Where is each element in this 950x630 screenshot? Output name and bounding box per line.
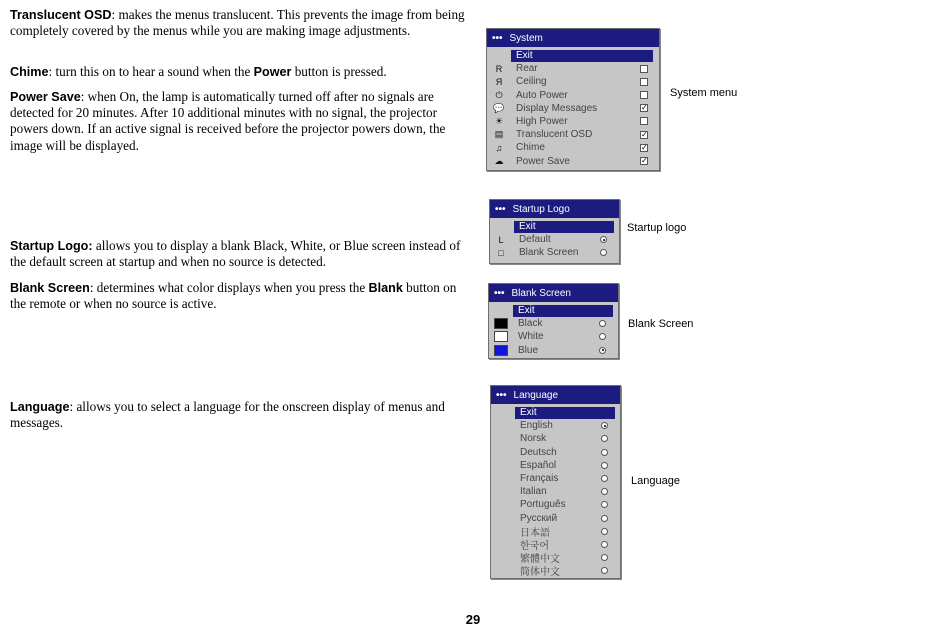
- menu-item-label: 简体中文: [520, 567, 560, 579]
- menu-item[interactable]: [487, 141, 659, 154]
- startup-logo-paragraph: [10, 238, 465, 270]
- blank-screen-menu-title-bar: [489, 284, 618, 302]
- menu-item-label: Exit: [518, 305, 535, 317]
- startup-logo-menu-title-bar: [490, 200, 619, 218]
- radio-button[interactable]: [601, 449, 608, 456]
- checkbox[interactable]: ✓: [641, 103, 648, 113]
- menu-item-label: Exit: [520, 407, 537, 419]
- menu-item[interactable]: [487, 115, 659, 128]
- menu-item[interactable]: [489, 330, 618, 343]
- radio-button[interactable]: [600, 249, 607, 256]
- menu-item-label: Русский: [520, 512, 558, 524]
- menu-item[interactable]: [487, 89, 659, 102]
- menu-item-label: White: [518, 331, 544, 343]
- system-menu: [486, 28, 660, 171]
- power-save-description: : when On, the lamp is automatically turned off after no signals are detected for 20 minutes. After 10 additional minutes with no signal, the projector powers down. If an active signal is received before the projector powers down, the image will be displayed.: [10, 89, 446, 153]
- exit-menu-item[interactable]: [490, 220, 619, 233]
- menu-item[interactable]: [487, 102, 659, 115]
- menu-dots-icon: •••: [492, 32, 503, 44]
- menu-item[interactable]: [490, 233, 619, 246]
- menu-item-label: Blue: [518, 344, 539, 356]
- music-note-icon: ♫: [495, 142, 503, 153]
- language-menu-title: Language: [513, 389, 559, 401]
- menu-item[interactable]: [487, 75, 659, 88]
- auto-power-icon: ⏻: [495, 89, 503, 100]
- system-menu-caption: System menu: [670, 87, 738, 99]
- system-menu-title: System: [509, 32, 543, 44]
- menu-item-label: Italian: [520, 486, 547, 498]
- translucent-osd-paragraph: [10, 7, 465, 39]
- menu-item-label: High Power: [516, 116, 568, 128]
- radio-button[interactable]: [601, 422, 608, 429]
- menu-item-label: Display Messages: [516, 102, 598, 114]
- color-swatch-white: [494, 331, 508, 342]
- term-power-save: Power Save: [10, 90, 81, 104]
- checkbox[interactable]: [640, 117, 648, 125]
- menu-item-label: Black: [518, 318, 543, 330]
- menu-item-label: Español: [520, 459, 557, 471]
- startup-logo-caption: Startup logo: [627, 222, 687, 234]
- blank-screen-caption: Blank Screen: [628, 318, 694, 330]
- menu-item[interactable]: [490, 246, 619, 259]
- system-menu-title-bar: [487, 29, 659, 47]
- term-chime: Chime: [10, 65, 49, 79]
- blank-screen-paragraph: [10, 280, 465, 312]
- menu-item-label: Português: [520, 499, 566, 511]
- chime-description-1: : turn this on to hear a sound when the: [48, 64, 254, 79]
- menu-item-label: 한국어: [520, 540, 549, 552]
- radio-button[interactable]: [601, 567, 608, 574]
- menu-item[interactable]: [491, 538, 620, 551]
- color-swatch-blue: [494, 345, 508, 356]
- startup-logo-menu: [489, 199, 620, 264]
- menu-item[interactable]: [487, 128, 659, 141]
- menu-item-label: English: [520, 420, 553, 432]
- menu-item-label: Power Save: [516, 155, 570, 167]
- translucent-osd-icon: ▤: [494, 129, 504, 140]
- menu-item[interactable]: [491, 472, 620, 485]
- radio-button[interactable]: [601, 554, 608, 561]
- language-menu-title-bar: [491, 386, 620, 404]
- menu-item[interactable]: [489, 317, 618, 330]
- exit-menu-item[interactable]: [491, 406, 620, 419]
- menu-dots-icon: •••: [494, 287, 505, 299]
- menu-item[interactable]: [491, 432, 620, 445]
- menu-item-label: Default: [519, 234, 551, 246]
- system-menu-items: [487, 47, 659, 170]
- menu-item[interactable]: [491, 485, 620, 498]
- checkbox[interactable]: [640, 91, 648, 99]
- radio-button[interactable]: [600, 236, 607, 243]
- checkbox[interactable]: ✓: [641, 142, 648, 152]
- menu-item-label: Norsk: [520, 433, 547, 445]
- language-paragraph: [10, 399, 465, 431]
- radio-button[interactable]: [601, 515, 608, 522]
- power-save-paragraph: [10, 89, 465, 154]
- menu-item[interactable]: [491, 459, 620, 472]
- language-description: : allows you to select a language for the onscreen display of menus and messages.: [10, 399, 445, 431]
- blank-screen-menu: [488, 283, 619, 359]
- radio-button[interactable]: [601, 488, 608, 495]
- exit-menu-item[interactable]: [489, 304, 618, 317]
- radio-button[interactable]: [601, 475, 608, 482]
- blank-screen-menu-items: [489, 302, 618, 359]
- lightbulb-icon: ☀: [494, 115, 504, 126]
- menu-item-label: Exit: [516, 50, 533, 62]
- term-startup-logo: Startup Logo:: [10, 239, 93, 253]
- menu-item[interactable]: [491, 551, 620, 564]
- radio-button[interactable]: [601, 462, 608, 469]
- chime-description-2: button is pressed.: [291, 64, 387, 79]
- menu-item[interactable]: [487, 62, 659, 75]
- radio-button[interactable]: [599, 320, 606, 327]
- speech-bubble-icon: 💬: [493, 102, 505, 113]
- power-save-icon: ☁: [494, 155, 504, 166]
- color-swatch-black: [494, 318, 508, 329]
- radio-button[interactable]: [601, 435, 608, 442]
- blank-screen-menu-title: Blank Screen: [511, 287, 571, 299]
- menu-item-label: Français: [520, 473, 559, 485]
- rear-projection-icon: R: [495, 63, 503, 74]
- menu-item[interactable]: [487, 155, 659, 168]
- menu-item-label: Rear: [516, 63, 538, 75]
- radio-button[interactable]: [601, 501, 608, 508]
- blank-button-term: Blank: [368, 281, 403, 295]
- chime-paragraph: [10, 64, 465, 80]
- radio-button[interactable]: [601, 541, 608, 548]
- menu-item[interactable]: [491, 512, 620, 525]
- menu-dots-icon: •••: [495, 203, 506, 215]
- power-button-term: Power: [253, 65, 292, 79]
- language-menu-items: [491, 404, 620, 579]
- menu-item[interactable]: [489, 344, 618, 357]
- term-translucent-osd: Translucent OSD: [10, 8, 112, 22]
- checkbox[interactable]: [640, 65, 648, 73]
- startup-logo-description: allows you to display a blank Black, White, or Blue screen instead of the default screen at startup and when no source is detected.: [10, 238, 461, 270]
- menu-item-label: Deutsch: [520, 446, 557, 458]
- radio-button[interactable]: [601, 528, 608, 535]
- checkbox[interactable]: [640, 78, 648, 86]
- menu-item[interactable]: [491, 419, 620, 432]
- menu-item-label: 繁體中文: [520, 554, 560, 566]
- checkbox[interactable]: ✓: [641, 156, 648, 165]
- menu-item-label: Chime: [516, 142, 545, 154]
- language-menu: [490, 385, 621, 579]
- menu-item-label: Auto Power: [516, 89, 568, 101]
- menu-item-label: Ceiling: [516, 76, 547, 88]
- startup-logo-menu-items: [490, 218, 619, 262]
- logo-icon: L: [498, 234, 504, 245]
- blank-screen-description-2: button on the remote or when no source is active.: [10, 280, 457, 312]
- radio-button[interactable]: [599, 333, 606, 340]
- menu-item-label: Blank Screen: [519, 247, 579, 259]
- language-caption: Language: [631, 475, 680, 487]
- menu-item[interactable]: [491, 525, 620, 538]
- exit-menu-item[interactable]: [487, 49, 659, 62]
- startup-logo-menu-title: Startup Logo: [512, 203, 570, 215]
- blank-screen-description-1: : determines what color displays when you press the: [89, 280, 369, 295]
- term-blank-screen: Blank Screen: [10, 281, 90, 295]
- ceiling-projection-icon: Я: [495, 76, 503, 87]
- blank-screen-icon: □: [498, 247, 504, 258]
- menu-item[interactable]: [491, 446, 620, 459]
- page-number: 29: [465, 612, 481, 627]
- menu-item-label: Exit: [519, 221, 536, 233]
- term-language: Language: [10, 400, 70, 414]
- translucent-osd-description: : makes the menus translucent. This prevents the image from being completely covered by the menus while you are making image adjustments.: [10, 7, 465, 39]
- menu-dots-icon: •••: [496, 389, 507, 401]
- menu-item[interactable]: [491, 498, 620, 511]
- menu-item[interactable]: [491, 564, 620, 577]
- menu-item-label: 日本語: [520, 527, 550, 539]
- radio-button[interactable]: [599, 347, 606, 354]
- menu-item-label: Translucent OSD: [516, 129, 593, 141]
- checkbox[interactable]: ✓: [641, 129, 648, 139]
